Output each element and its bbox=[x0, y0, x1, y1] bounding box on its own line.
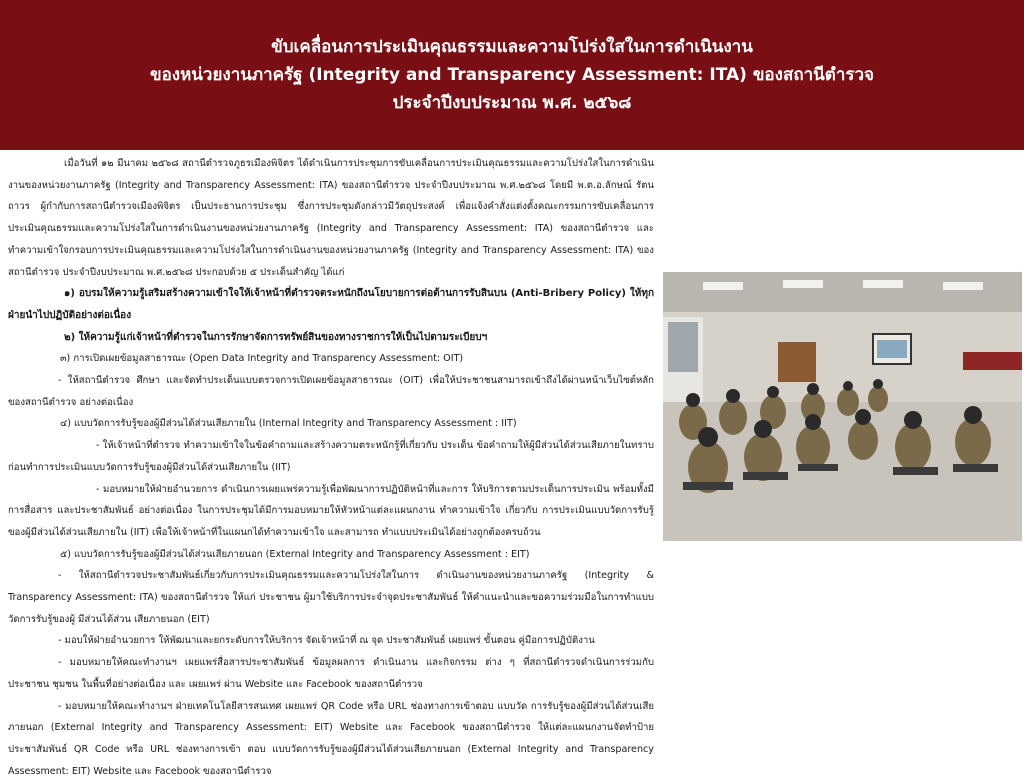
bullet-2: - มอบหมายให้คณะทำงานฯ เผยแพร่สื่อสารประชาสัมพันธ์ ข้อมูลผลการ ดำเนินงาน และกิจกรรม ต่าง ๆ ที่สถานีตำรวจดำเนินการร่วมกับประชาชน ชุมชน ในพื้นที่อย่างต่อเนื่อง และ เผยแพร่ ผ่าน Website และ Facebook ของสถานีตำรวจ bbox=[8, 657, 654, 690]
meeting-room-illustration bbox=[663, 272, 1022, 541]
point-5-heading: ๕) แบบวัดการรับรู้ของผู้มีส่วนได้ส่วนเสียภายนอก (External Integrity and Transparency Assessment : EIT) bbox=[60, 548, 530, 560]
intro-paragraph: เมื่อวันที่ ๑๒ มีนาคม ๒๕๖๘ สถานีตำรวจภูธรเมืองพิจิตร ได้ดำเนินการประชุมการขับเคลื่อนการประเมินคุณธรรมและความโปร่งใสในการดำเนินงานของหน่วยงานภาครัฐ (Integrity and Transparency Assessment: ITA) ของสถานีตำรวจ ประจำปีงบประมาณ พ.ศ.๒๕๖๘ โดยมี พ.ต.อ.ลักษณ์ รัตนถาวร ผู้กำกับการสถานีตำรวจเมืองพิจิตร เป็นประธานการประชุม ซึ่งการประชุมดังกล่าวมีวัตถุประสงค์ เพื่อแจ้งคำสั่งแต่งตั้งคณะกรรมการขับเคลื่อนการประเมินคุณธรรมและความโปร่งใสในการดำเนินงานของหน่วยงานภาครัฐ (Integrity and Transparency Assessment: ITA) ของสถานีตำรวจ และทำความเข้าใจกรอบการประเมินคุณธรรมและความโปร่งใสในการดำเนินงานของหน่วยงานภาครัฐ (Integrity and Transparency Assessment: ITA) ของสถานีตำรวจ ประจำปีงบประมาณ พ.ศ.๒๕๖๘ ประกอบด้วย ๕ ประเด็นสำคัญ ได้แก่ bbox=[8, 158, 654, 278]
point-4-detail-2: - มอบหมายให้ฝ่ายอำนวยการ ดำเนินการเผยแพร่ความรู้เพื่อพัฒนาการปฏิบัติหน้าที่และการ ให้บริการตามประเด็นการประเมิน พร้อมทั้งมีการสื่อสาร และประชาสัมพันธ์ อย่างต่อเนื่อง ในการประชุมได้มีการมอบหมายให้หัวหน้าแต่ละแผนกงาน ทำความเข้าใจ เกี่ยวกับ การประเมินแบบวัดการรับรู้ของผู้มีส่วนได้ส่วนเสียภายใน (IIT) เพื่อให้เจ้าหน้าที่ในแผนกได้ทำความเข้าใจ และสามารถ ทำแบบประเมินได้อย่างถูกต้องครบถ้วน bbox=[8, 483, 654, 538]
point-1-heading: ๑) อบรมให้ความรู้เสริมสร้างความเข้าใจให้เจ้าหน้าที่ตำรวจตระหนักถึงนโยบายการต่อต้านการรับสินบน (Anti-Bribery Policy) ให้ทุกฝ่ายนำไปปฏิบัติอย่างต่อเนื่อง bbox=[8, 288, 654, 321]
page-title-line-2: ของหน่วยงานภาครัฐ (Integrity and Transparency Assessment: ITA) ของสถานีตำรวจ bbox=[149, 65, 875, 85]
point-4-detail: - ให้เจ้าหน้าที่ตำรวจ ทำความเข้าใจในข้อคำถามและสร้างความตระหนักรู้ที่เกี่ยวกับ ประเด็น ข้อคำถามให้ผู้มีส่วนได้ส่วนเสียภายในทราบ ก่อนทำการประเมินแบบวัดการรับรู้ของผู้มีส่วนได้ส่วนเสียภายใน (IIT) bbox=[8, 440, 654, 473]
point-5-detail: - ให้สถานีตำรวจประชาสัมพันธ์เกี่ยวกับการประเมินคุณธรรมและความโปร่งใสในการ ดำเนินงานของหน่วยงานภาครัฐ (Integrity & Transparency Assessment: ITA) ของสถานีตำรวจ ให้แก่ ประชาชน ผู้มาใช้บริการประจำจุดประชาสัมพันธ์ ให้คำแนะนำและขอความร่วมมือในการทำแบบวัดการรับรู้ของผู้ มีส่วนได้ส่วน เสียภายนอก (EIT) bbox=[8, 570, 654, 625]
title-banner bbox=[0, 0, 1024, 150]
page-title-line-3: ประจำปีงบประมาณ พ.ศ. ๒๕๖๘ bbox=[392, 93, 632, 113]
page-title-line-1: ขับเคลื่อนการประเมินคุณธรรมและความโปร่งใสในการดำเนินงาน bbox=[271, 37, 753, 57]
point-4-heading: ๔) แบบวัดการรับรู้ของผู้มีส่วนได้ส่วนเสียภายใน (Internal Integrity and Transparency Assessment : IIT) bbox=[60, 418, 517, 430]
point-3-heading: ๓) การเปิดเผยข้อมูลสาธารณะ (Open Data Integrity and Transparency Assessment: OIT) bbox=[60, 353, 464, 365]
bullet-3: - มอบหมายให้คณะทำงานฯ ฝ่ายเทคโนโลยีสารสนเทศ เผยแพร่ QR Code หรือ URL ช่องทางการเข้าตอบ แบบวัด การรับรู้ของผู้มีส่วนได้ส่วนเสียภายนอก (External Integrity and Transparency Assessment: EIT) Website และ Facebook ของสถานีตำรวจ ให้แต่ละแผนกงานจัดทำป้ายประชาสัมพันธ์ QR Code หรือ URL ช่องทางการเข้า ตอบ แบบวัดการรับรู้ของผู้มีส่วนได้ส่วนเสียภายนอก (External Integrity and Transparency Assessment: EIT) Website และ Facebook ของสถานีตำรวจ bbox=[8, 700, 654, 777]
bullet-1: - มอบให้ฝ่ายอำนวยการ ให้พัฒนาและยกระดับการให้บริการ จัดเจ้าหน้าที่ ณ จุด ประชาสัมพันธ์ เผยแพร่ ขั้นตอน คู่มือการปฏิบัติงาน bbox=[58, 635, 595, 647]
meeting-photo bbox=[663, 272, 1022, 541]
point-3-detail: - ให้สถานีตำรวจ ศึกษา และจัดทำประเด็นแบบตรวจการเปิดเผยข้อมูลสาธารณะ (OIT) เพื่อให้ประชาชนสามารถเข้าถึงได้ผ่านหน้าเว็บไซต์หลักของสถานีตำรวจ อย่างต่อเนื่อง bbox=[8, 375, 654, 408]
point-2-heading: ๒) ให้ความรู้แก่เจ้าหน้าที่ตำรวจในการรักษาจัดการทรัพย์สินของทางราชการให้เป็นไปตามระเบียบฯ bbox=[64, 331, 488, 343]
article-body bbox=[8, 153, 654, 782]
